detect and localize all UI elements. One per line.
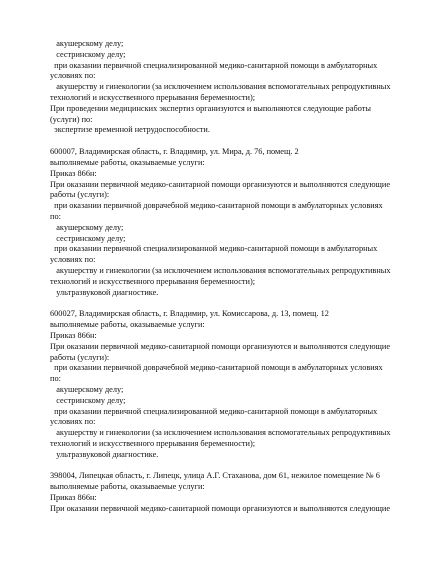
text-line: при оказании первичной специализированной медико-санитарной помощи в амбулаторных	[50, 60, 378, 70]
text-line: акушерскому делу;	[50, 39, 124, 48]
address-block	[50, 39, 410, 136]
text-line: работы (услуги):	[50, 190, 110, 200]
text-line: работы (услуги):	[50, 352, 110, 362]
text-line: акушерству и гинекологии (за исключением использования вспомогательных репродуктивных	[50, 428, 391, 438]
text-line: при оказании первичной специализированной медико-санитарной помощи в амбулаторных	[50, 244, 378, 254]
paragraph-gap	[50, 460, 410, 471]
text-line: экспертизе временной нетрудоспособности.	[50, 125, 210, 135]
text-line: технологий и искусственного прерывания беременности);	[50, 92, 256, 102]
text-line: технологий и искусственного прерывания беременности);	[50, 276, 256, 286]
text-line: условиях по:	[50, 417, 96, 427]
text-line: акушерству и гинекологии (за исключением использования вспомогательных репродуктивных	[50, 265, 391, 275]
document-body	[50, 39, 410, 515]
text-line: ультразвуковой диагностике.	[50, 287, 159, 297]
text-line: 600027, Владимирская область, г. Владимир, ул. Комиссарова, д. 13, помещ. 12	[50, 309, 329, 319]
address-block	[50, 147, 410, 298]
text-line: при оказании первичной доврачебной медико-санитарной помощи в амбулаторных условиях	[50, 201, 383, 211]
text-line: Приказ 866н:	[50, 493, 97, 503]
text-line: выполняемые работы, оказываемые услуги:	[50, 157, 205, 167]
text-line: 398004, Липецкая область, г. Липецк, улица А.Г. Стаханова, дом 61, нежилое помещение № 6	[50, 471, 380, 481]
text-line: При проведении медицинских экспертиз организуются и выполняются следующие работы	[50, 103, 371, 113]
text-line: ультразвуковой диагностике.	[50, 449, 159, 459]
address-block	[50, 471, 410, 514]
text-line: технологий и искусственного прерывания беременности);	[50, 438, 256, 448]
text-line: выполняемые работы, оказываемые услуги:	[50, 482, 205, 492]
address-block	[50, 309, 410, 460]
text-line: сестринскому делу;	[50, 233, 126, 243]
paragraph-gap	[50, 298, 410, 309]
text-line: При оказании первичной медико-санитарной помощи организуются и выполняются следующие	[50, 503, 391, 513]
text-line: Приказ 866н:	[50, 330, 97, 340]
text-line: условиях по:	[50, 255, 96, 265]
text-line: акушерскому делу;	[50, 384, 124, 394]
text-line: Приказ 866н:	[50, 168, 97, 178]
text-line: по:	[50, 211, 61, 221]
text-line: акушерству и гинекологии (за исключением использования вспомогательных репродуктивных	[50, 82, 391, 92]
text-line: акушерскому делу;	[50, 222, 124, 232]
paragraph-gap	[50, 136, 410, 147]
text-line: (услуги) по:	[50, 114, 93, 124]
text-line: по:	[50, 374, 61, 384]
text-line: условиях по:	[50, 71, 96, 81]
text-line: При оказании первичной медико-санитарной помощи организуются и выполняются следующие	[50, 341, 391, 351]
text-line: 600007, Владимирская область, г. Владимир, ул. Мира, д. 76, помещ. 2	[50, 147, 299, 157]
text-line: при оказании первичной специализированной медико-санитарной помощи в амбулаторных	[50, 406, 378, 416]
text-line: сестринскому делу;	[50, 395, 126, 405]
text-line: сестринскому делу;	[50, 49, 126, 59]
text-line: При оказании первичной медико-санитарной помощи организуются и выполняются следующие	[50, 179, 391, 189]
text-line: при оказании первичной доврачебной медико-санитарной помощи в амбулаторных условиях	[50, 363, 383, 373]
text-line: выполняемые работы, оказываемые услуги:	[50, 320, 205, 330]
